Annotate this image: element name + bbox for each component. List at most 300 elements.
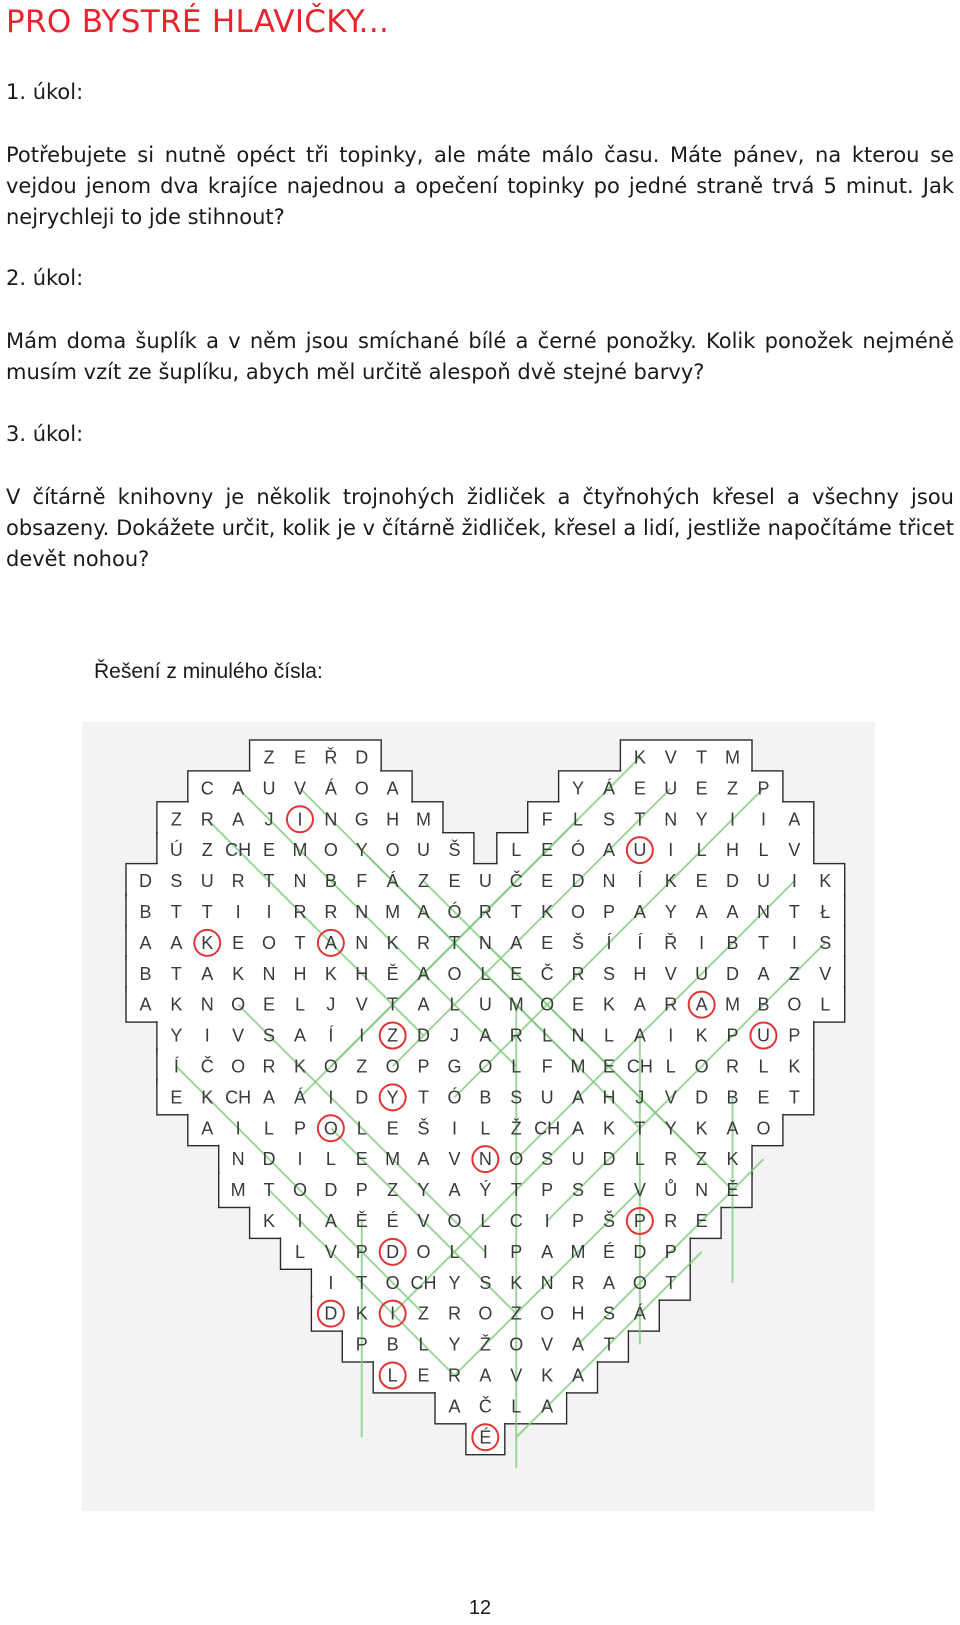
grid-letter: L [294, 994, 305, 1015]
grid-letter: U [478, 871, 492, 892]
grid-letter: Š [448, 840, 461, 861]
grid-letter: D [138, 871, 152, 892]
grid-letter: Z [170, 809, 182, 830]
grid-letter: D [695, 1087, 709, 1108]
grid-letter: V [324, 1241, 337, 1262]
grid-letter: L [356, 1118, 367, 1139]
solution-label: Řešení z minulého čísla: [94, 660, 323, 683]
grid-letter: A [170, 932, 183, 953]
grid-letter: Š [417, 1118, 430, 1139]
grid-letter: O [478, 1303, 493, 1324]
grid-letter: A [602, 1272, 615, 1293]
grid-letter: K [201, 1087, 214, 1108]
grid-letter: F [541, 1056, 553, 1077]
grid-letter: K [726, 1149, 739, 1170]
grid-letter: I [297, 809, 303, 830]
grid-letter: B [139, 901, 152, 922]
grid-letter: P [355, 1334, 368, 1355]
grid-letter: P [355, 1180, 368, 1201]
grid-letter: K [263, 1210, 276, 1231]
grid-letter: N [540, 1272, 554, 1293]
grid-letter: Á [386, 871, 399, 892]
grid-letter: T [788, 1087, 800, 1108]
grid-letter: H [633, 963, 647, 984]
grid-letter: O [509, 1334, 524, 1355]
grid-letter: P [664, 1241, 677, 1262]
grid-letter: M [725, 747, 741, 768]
grid-letter: S [263, 1025, 276, 1046]
grid-letter: Y [170, 1025, 183, 1046]
grid-letter: Č [540, 963, 554, 984]
grid-letter: Z [387, 1180, 399, 1201]
grid-letter: E [386, 1118, 399, 1139]
grid-letter: T [757, 932, 769, 953]
grid-letter: L [511, 1056, 522, 1077]
grid-letter: L [758, 1056, 769, 1077]
grid-letter: Y [448, 1334, 461, 1355]
grid-letter: D [571, 871, 585, 892]
grid-letter: N [293, 871, 307, 892]
grid-letter: A [139, 994, 152, 1015]
grid-letter: O [323, 1056, 338, 1077]
grid-letter: F [356, 871, 368, 892]
grid-letter: I [730, 809, 736, 830]
grid-letter: E [293, 747, 306, 768]
grid-letter: O [571, 901, 586, 922]
grid-letter: Z [418, 871, 430, 892]
grid-letter: R [231, 871, 245, 892]
grid-letter: Ě [355, 1210, 368, 1231]
grid-letter: K [541, 1365, 554, 1386]
grid-letter: I [390, 1303, 396, 1324]
grid-letter: V [510, 1365, 523, 1386]
grid-letter: R [447, 1303, 461, 1324]
grid-letter: Z [356, 1056, 368, 1077]
grid-letter: U [262, 778, 276, 799]
grid-letter: A [448, 1396, 461, 1417]
grid-letter: M [508, 994, 524, 1015]
grid-letter: A [572, 1365, 585, 1386]
grid-letter: I [359, 1025, 365, 1046]
grid-letter: M [725, 994, 741, 1015]
grid-letter: R [200, 809, 214, 830]
grid-letter: I [668, 840, 674, 861]
grid-letter: I [297, 1210, 303, 1231]
grid-letter: S [479, 1272, 492, 1293]
grid-letter: L [294, 1241, 305, 1262]
grid-letter: R [293, 901, 307, 922]
grid-letter: A [448, 1180, 461, 1201]
grid-letter: R [478, 901, 492, 922]
grid-letter: M [292, 840, 308, 861]
grid-letter: U [756, 871, 770, 892]
grid-letter: D [386, 1241, 400, 1262]
grid-letter: V [664, 1087, 677, 1108]
grid-letter: U [571, 1149, 585, 1170]
grid-letter: O [447, 963, 462, 984]
grid-letter: Z [788, 963, 800, 984]
heart-grid-svg [82, 722, 875, 1511]
grid-letter: Ú [169, 840, 183, 861]
grid-letter: D [355, 1087, 369, 1108]
grid-letter: Y [572, 778, 585, 799]
grid-letter: E [695, 778, 708, 799]
grid-letter: T [603, 1334, 615, 1355]
grid-letter: Č [478, 1396, 492, 1417]
grid-letter: O [262, 932, 277, 953]
grid-letter: L [449, 994, 460, 1015]
grid-letter: R [571, 1272, 585, 1293]
grid-letter: A [602, 840, 615, 861]
grid-letter: M [385, 901, 401, 922]
grid-letter: CH [626, 1056, 653, 1077]
grid-letter: P [602, 901, 615, 922]
grid-letter: B [757, 994, 770, 1015]
grid-letter: CH [225, 840, 252, 861]
grid-letter: K [633, 747, 646, 768]
grid-letter: N [478, 1149, 492, 1170]
grid-letter: L [449, 1241, 460, 1262]
task-3-heading: 3. úkol: [6, 422, 84, 446]
grid-letter: A [695, 994, 708, 1015]
grid-letter: H [386, 809, 400, 830]
grid-letter: O [323, 1118, 338, 1139]
grid-letter: N [756, 901, 770, 922]
grid-letter: A [633, 901, 646, 922]
grid-letter: M [570, 1241, 586, 1262]
grid-letter: O [540, 994, 555, 1015]
grid-letter: E [510, 963, 523, 984]
grid-letter: S [602, 809, 615, 830]
grid-letter: I [699, 932, 705, 953]
grid-letter: T [356, 1272, 368, 1293]
grid-letter: J [326, 994, 336, 1015]
grid-letter: U [478, 994, 492, 1015]
grid-letter: Y [448, 1272, 461, 1293]
grid-letter: U [664, 778, 678, 799]
grid-letter: R [664, 994, 678, 1015]
grid-letter: N [602, 871, 616, 892]
grid-letter: K [232, 963, 245, 984]
grid-letter: R [509, 1025, 523, 1046]
grid-letter: S [170, 871, 183, 892]
grid-letter: K [541, 901, 554, 922]
grid-letter: O [292, 1180, 307, 1201]
grid-letter: E [541, 871, 554, 892]
grid-letter: A [263, 1087, 276, 1108]
grid-letter: R [664, 1149, 678, 1170]
grid-letter: F [541, 809, 553, 830]
grid-letter: A [572, 1087, 585, 1108]
grid-letter: T [201, 901, 213, 922]
grid-letter: I [791, 871, 797, 892]
grid-letter: P [417, 1056, 430, 1077]
grid-letter: B [726, 932, 739, 953]
grid-letter: N [355, 932, 369, 953]
grid-letter: Z [727, 778, 739, 799]
grid-letter: H [726, 840, 740, 861]
grid-letter: J [449, 1025, 459, 1046]
grid-letter: E [757, 1087, 770, 1108]
grid-letter: V [355, 994, 368, 1015]
grid-letter: D [355, 747, 369, 768]
grid-letter: N [231, 1149, 245, 1170]
grid-letter: I [297, 1149, 303, 1170]
grid-letter: U [540, 1087, 554, 1108]
grid-letter: T [263, 1180, 275, 1201]
grid-letter: D [726, 871, 740, 892]
grid-letter: Á [324, 778, 337, 799]
grid-letter: O [385, 1272, 400, 1293]
grid-letter: U [695, 963, 709, 984]
grid-letter: A [541, 1396, 554, 1417]
grid-letter: U [417, 840, 431, 861]
grid-letter: R [664, 1210, 678, 1231]
grid-letter: I [451, 1118, 457, 1139]
grid-letter: D [324, 1303, 338, 1324]
grid-letter: E [602, 1180, 615, 1201]
grid-letter: Z [696, 1149, 708, 1170]
grid-letter: H [355, 963, 369, 984]
grid-letter: N [478, 932, 492, 953]
grid-letter: H [571, 1303, 585, 1324]
grid-letter: A [726, 1118, 739, 1139]
grid-letter: E [541, 932, 554, 953]
grid-letter: R [417, 932, 431, 953]
grid-letter: Ě [726, 1180, 739, 1201]
grid-letter: P [355, 1241, 368, 1262]
grid-letter: D [262, 1149, 276, 1170]
grid-letter: O [540, 1303, 555, 1324]
grid-letter: Z [387, 1025, 399, 1046]
grid-letter: L [542, 1025, 553, 1046]
grid-letter: Ž [510, 1118, 522, 1139]
grid-letter: P [541, 1180, 554, 1201]
grid-letter: I [204, 1025, 210, 1046]
grid-letter: Í [328, 1025, 334, 1046]
grid-letter: P [788, 1025, 801, 1046]
grid-letter: Í [637, 871, 643, 892]
grid-letter: A [572, 1334, 585, 1355]
grid-letter: A [479, 1365, 492, 1386]
grid-letter: A [695, 901, 708, 922]
grid-letter: A [293, 1025, 306, 1046]
grid-letter: A [510, 932, 523, 953]
grid-letter: K [386, 932, 399, 953]
grid-letter: Y [417, 1180, 430, 1201]
grid-letter: K [695, 1118, 708, 1139]
grid-letter: R [571, 963, 585, 984]
grid-letter: N [571, 1025, 585, 1046]
grid-letter: P [510, 1241, 523, 1262]
grid-letter: S [602, 1303, 615, 1324]
grid-letter: E [572, 994, 585, 1015]
grid-letter: M [570, 1056, 586, 1077]
grid-letter: K [664, 871, 677, 892]
grid-letter: S [541, 1149, 554, 1170]
grid-letter: T [634, 809, 646, 830]
grid-letter: O [323, 840, 338, 861]
grid-letter: L [480, 1118, 491, 1139]
grid-letter: P [572, 1210, 585, 1231]
grid-letter: Z [418, 1303, 430, 1324]
grid-letter: Z [263, 747, 275, 768]
grid-letter: J [264, 809, 274, 830]
grid-letter: Š [602, 1210, 615, 1231]
grid-letter: E [263, 840, 276, 861]
grid-letter: V [293, 778, 306, 799]
grid-letter: A [726, 901, 739, 922]
grid-letter: CH [534, 1118, 561, 1139]
grid-letter: I [235, 1118, 241, 1139]
grid-letter: V [448, 1149, 461, 1170]
grid-letter: A [572, 1118, 585, 1139]
grid-letter: I [760, 809, 766, 830]
grid-letter: V [664, 963, 677, 984]
grid-letter: O [632, 1272, 647, 1293]
grid-letter: E [602, 1056, 615, 1077]
grid-letter: T [418, 1087, 430, 1108]
grid-letter: U [200, 871, 214, 892]
task-2-heading: 2. úkol: [6, 266, 84, 290]
grid-letter: T [263, 871, 275, 892]
grid-letter: E [541, 840, 554, 861]
grid-letter: S [510, 1087, 523, 1108]
grid-letter: T [665, 1272, 677, 1293]
grid-letter: B [139, 963, 152, 984]
grid-letter: T [448, 932, 460, 953]
grid-letter: S [602, 963, 615, 984]
grid-letter: Á [602, 778, 615, 799]
grid-letter: O [694, 1056, 709, 1077]
grid-letter: P [726, 1025, 739, 1046]
grid-letter: N [355, 901, 369, 922]
grid-letter: M [230, 1180, 246, 1201]
task-2-text: Mám doma šuplík a v něm jsou smíchané bílé a černé ponožky. Kolik ponožek nejméně musím vzít ze šuplíku, abych měl určitě alespoň dvě stejné barvy? [6, 329, 954, 384]
grid-letter: L [418, 1334, 429, 1355]
grid-letter: O [385, 1056, 400, 1077]
grid-letter: U [633, 840, 647, 861]
grid-letter: R [262, 1056, 276, 1077]
grid-letter: L [603, 1025, 614, 1046]
grid-letter: T [294, 932, 306, 953]
grid-letter: P [757, 778, 770, 799]
grid-letter: A [324, 1210, 337, 1231]
grid-letter: V [819, 963, 832, 984]
grid-letter: Ó [447, 901, 462, 922]
grid-letter: K [355, 1303, 368, 1324]
grid-letter: E [170, 1087, 183, 1108]
grid-letter: Ů [664, 1180, 678, 1201]
grid-letter: O [756, 1118, 771, 1139]
grid-letter: O [478, 1056, 493, 1077]
grid-letter: L [325, 1149, 336, 1170]
grid-letter: G [354, 809, 369, 830]
grid-letter: K [510, 1272, 523, 1293]
grid-letter: R [447, 1365, 461, 1386]
task-1-heading: 1. úkol: [6, 80, 84, 104]
grid-letter: A [633, 1025, 646, 1046]
page-title: PRO BYSTRÉ HLAVIČKY... [6, 4, 390, 40]
grid-letter: CH [410, 1272, 437, 1293]
grid-letter: A [324, 932, 337, 953]
grid-letter: K [201, 932, 214, 953]
grid-letter: E [695, 1210, 708, 1231]
grid-letter: D [633, 1241, 647, 1262]
grid-letter: P [293, 1118, 306, 1139]
grid-letter: E [355, 1149, 368, 1170]
grid-letter: I [328, 1087, 334, 1108]
grid-letter: O [231, 1056, 246, 1077]
grid-letter: O [231, 994, 246, 1015]
grid-letter: A [417, 1149, 430, 1170]
grid-letter: Ž [479, 1334, 491, 1355]
grid-letter: L [480, 1210, 491, 1231]
grid-letter: O [787, 994, 802, 1015]
grid-letter: E [232, 932, 245, 953]
grid-letter: A [757, 963, 770, 984]
grid-letter: L [665, 1056, 676, 1077]
grid-letter: A [232, 809, 245, 830]
grid-letter: N [324, 809, 338, 830]
grid-letter: O [354, 778, 369, 799]
grid-letter: Č [509, 871, 523, 892]
grid-letter: Í [173, 1056, 179, 1077]
grid-letter: T [510, 1180, 522, 1201]
grid-letter: L [696, 840, 707, 861]
grid-letter: I [266, 901, 272, 922]
grid-letter: K [788, 1056, 801, 1077]
grid-letter: Y [386, 1087, 399, 1108]
grid-letter: A [232, 778, 245, 799]
grid-letter: A [386, 778, 399, 799]
grid-letter: É [386, 1210, 399, 1231]
grid-letter: N [695, 1180, 709, 1201]
grid-letter: L [264, 1118, 275, 1139]
grid-letter: Ě [386, 963, 399, 984]
grid-letter: Ó [447, 1087, 462, 1108]
grid-letter: G [447, 1056, 462, 1077]
grid-letter: L [511, 840, 522, 861]
page-number: 12 [468, 1597, 492, 1619]
grid-letter: Z [510, 1303, 522, 1324]
grid-letter: N [664, 809, 678, 830]
task-3-text: V čítárně knihovny je několik trojnohých židliček a čtyřnohých křesel a všechny jsou obsazeny. Dokážete určit, kolik je v čítárně židliček, křesel a lidí, jestliže napočítáme třicet devět nohou? [6, 485, 954, 571]
grid-letter: V [232, 1025, 245, 1046]
grid-letter: CH [225, 1087, 252, 1108]
grid-letter: S [572, 1180, 585, 1201]
grid-letter: Á [633, 1303, 646, 1324]
grid-letter: R [726, 1056, 740, 1077]
grid-letter: T [788, 901, 800, 922]
grid-letter: A [541, 1241, 554, 1262]
grid-letter: K [293, 1056, 306, 1077]
grid-letter: A [633, 994, 646, 1015]
grid-letter: T [634, 1118, 646, 1139]
grid-letter: V [664, 747, 677, 768]
grid-letter: É [479, 1427, 492, 1448]
grid-letter: Ř [664, 932, 678, 953]
task-1-text: Potřebujete si nutně opéct tři topinky, ale máte málo času. Máte pánev, na kterou se vejdou jenom dva krajíce najednou a opečení topinky po jedné straně trvá 5 minut. Jak nejrychleji to jde stihnout? [6, 143, 954, 229]
grid-letter: M [385, 1149, 401, 1170]
grid-letter: U [756, 1025, 770, 1046]
grid-letter: D [324, 1180, 338, 1201]
grid-letter: O [447, 1210, 462, 1231]
grid-letter: Y [664, 1118, 677, 1139]
grid-letter: J [635, 1087, 645, 1108]
grid-letter: A [201, 1118, 214, 1139]
grid-letter: A [417, 901, 430, 922]
